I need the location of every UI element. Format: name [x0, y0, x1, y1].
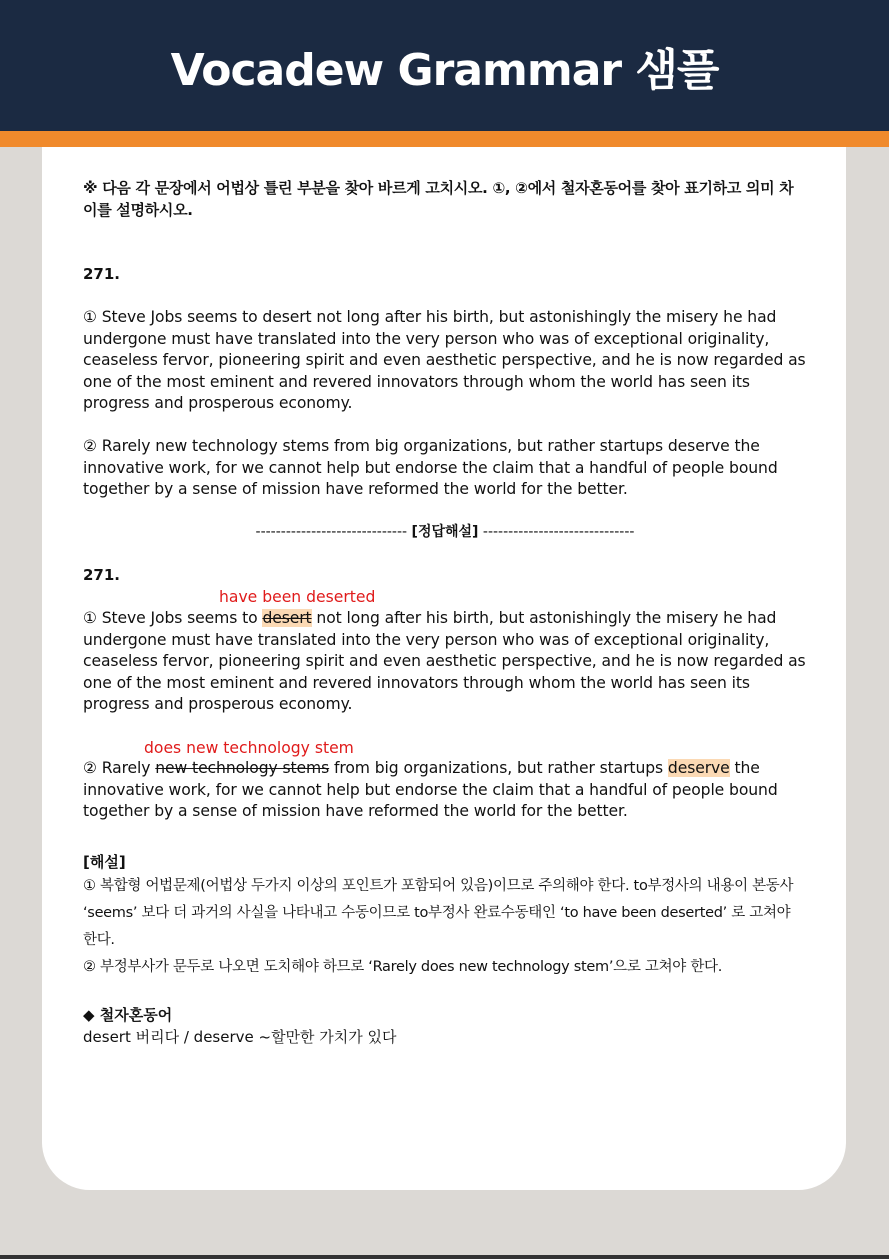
answer-s1-before: ① Steve Jobs seems to [83, 609, 263, 627]
question-sentence-1: ① Steve Jobs seems to desert not long after his birth, but astonishingly the misery he had undergone must have translated into the very person who was of exceptional originality, ceaseless fervor, pioneering spirit and even aesthetic perspective, and he is now regarded as one of the most eminent and revered innovators through whom the world has seen its progress and prosperous economy. [83, 308, 806, 413]
accent-bar [0, 131, 889, 147]
explanation-line-2: ② 부정부사가 문두로 나오면 도치해야 하므로 ‘Rarely does new technology stem’으로 고쳐야 한다. [83, 959, 723, 975]
answer-s2-error: new technology stems [155, 759, 330, 777]
divider-left-dashes: ------------------------------ [255, 524, 408, 540]
answer-s2-mid: from big organizations, but rather startups [329, 759, 668, 777]
correction-note-2: does new technology stem [144, 739, 354, 757]
instruction-text: ※ 다음 각 문장에서 어법상 틀린 부분을 찾아 바르게 고치시오. ①, ②에서 철자혼동어를 찾아 표기하고 의미 차이를 설명하시오. [83, 179, 794, 219]
question-sentence-2: ② Rarely new technology stems from big organizations, but rather startups deserve the innovative work, for we cannot help but endorse the claim that a handful of people bound together by a sense of mission have reformed the world for the better. [83, 437, 778, 499]
divider-label: [정답해설] [411, 524, 479, 540]
answer-s2-before: ② Rarely [83, 759, 156, 777]
answer-s2-after: the innovative work, for we cannot help but endorse the claim that a handful of people bound together by a sense of mission have reformed the world for the better. [83, 759, 778, 821]
bottom-border [0, 1255, 889, 1259]
page-header [0, 0, 889, 131]
correction-note-1: have been deserted [219, 588, 376, 606]
answer-s2-confusable: deserve [667, 759, 730, 777]
vocab-line: desert 버리다 / deserve ~할만한 가치가 있다 [83, 1028, 397, 1046]
divider-right-dashes: ------------------------------ [482, 524, 635, 540]
explanation-title: [해설] [83, 853, 126, 871]
vocab-title: ◆ 철자혼동어 [83, 1006, 173, 1024]
answer-number: 271. [83, 566, 121, 584]
question-number: 271. [83, 265, 121, 283]
answer-sentence-2 [83, 758, 807, 823]
answer-s1-error: desert [262, 609, 312, 627]
page-title: Vocadew Grammar 샘플 [170, 44, 719, 96]
answer-sentence-1 [83, 608, 807, 716]
explanation-line-1: ① 복합형 어법문제(어법상 두가지 이상의 포인트가 포함되어 있음)이므로 주의해야 한다. to부정사의 내용이 본동사 ‘seems’ 보다 더 과거의 사실을 나타내고 수동이므로 to부정사 완료수동태인 ‘to have been deserted’ 로 고쳐야 한다. [83, 878, 794, 948]
answer-divider [83, 521, 807, 541]
answer-s1-after: not long after his birth, but astonishingly the misery he had undergone must have translated into the very person who was of exceptional originality, ceaseless fervor, pioneering spirit and even aesthetic perspective, and he is now regarded as one of the most eminent and revered innovators through whom the world has seen its progress and prosperous economy. [83, 609, 806, 714]
